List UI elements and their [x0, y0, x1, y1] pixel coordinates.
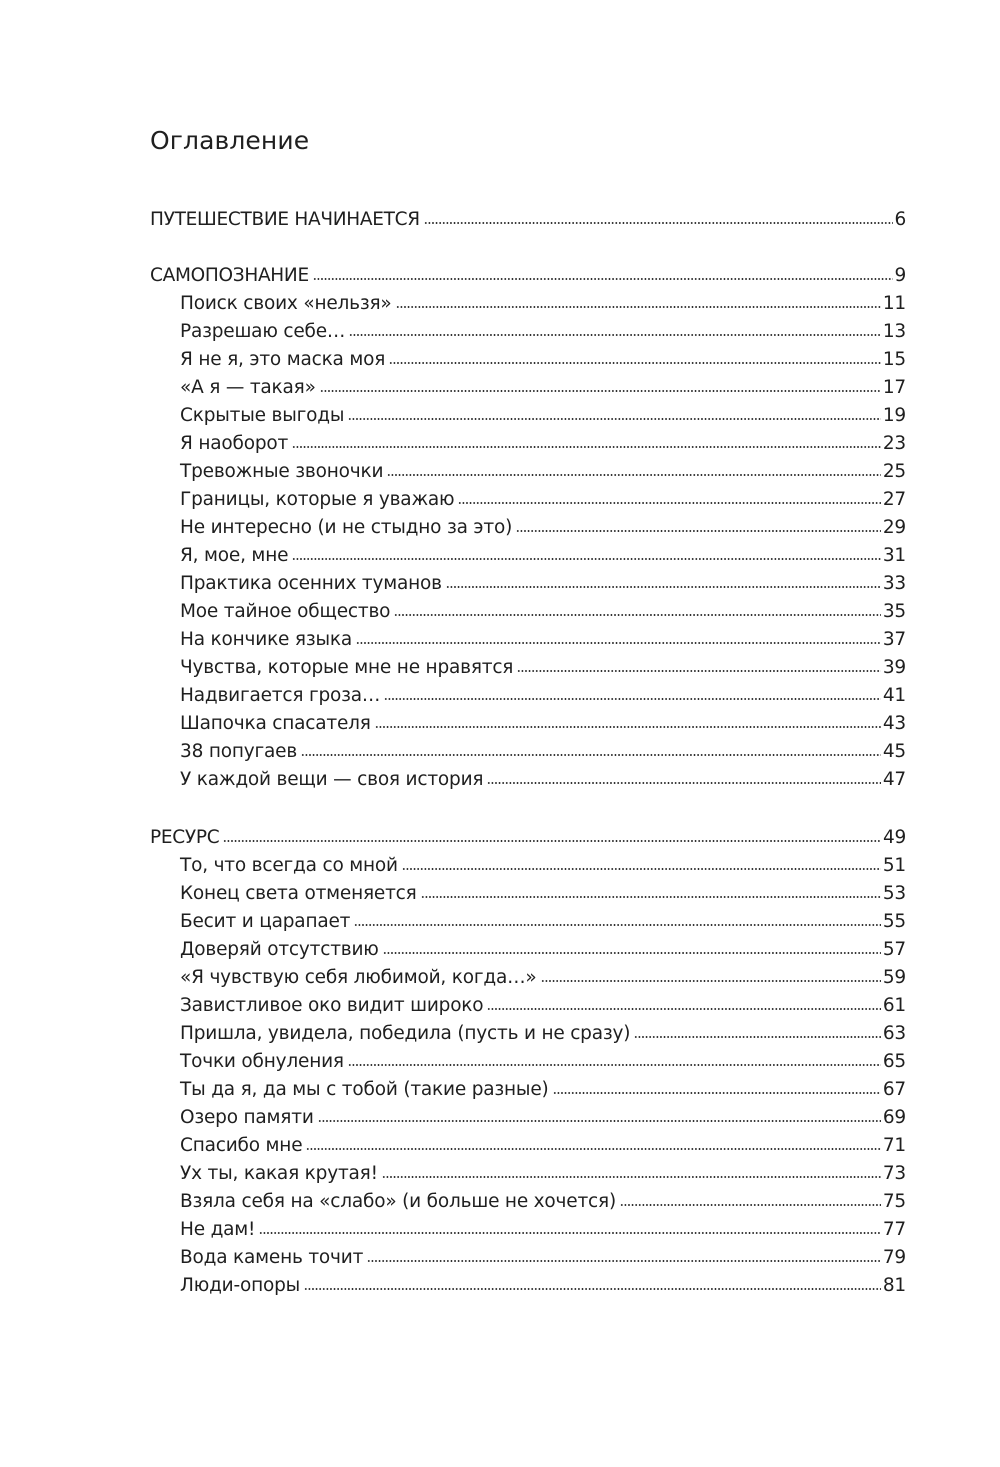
- toc-entry-title: Не дам!: [180, 1219, 256, 1240]
- toc-section[interactable]: [150, 264, 906, 288]
- toc-page-number: 73: [882, 1163, 906, 1184]
- toc-entry-title: Тревожные звоночки: [180, 461, 384, 482]
- dot-leader: [304, 1287, 881, 1291]
- dot-leader: [620, 1203, 881, 1207]
- toc-entry-title: Доверяй отсутствию: [180, 939, 379, 960]
- dot-leader: [402, 867, 881, 871]
- dot-leader: [516, 529, 881, 533]
- dot-leader: [382, 1175, 881, 1179]
- dot-leader: [487, 781, 881, 785]
- dot-leader: [313, 277, 893, 281]
- toc-entry-title: Бесит и царапает: [180, 911, 351, 932]
- dot-leader: [634, 1035, 881, 1039]
- dot-leader: [349, 333, 881, 337]
- toc-page-number: 71: [882, 1135, 906, 1156]
- dot-leader: [446, 585, 881, 589]
- toc-entry-title: Надвигается гроза…: [180, 685, 381, 706]
- dot-leader: [348, 417, 881, 421]
- toc-entry-title: Взяла себя на «слабо» (и больше не хочется): [180, 1191, 616, 1212]
- toc-entry[interactable]: [180, 600, 906, 624]
- toc-entry-title: Пришла, увидела, победила (пусть и не сразу): [180, 1023, 631, 1044]
- toc-entry-title: ПУТЕШЕСТВИЕ НАЧИНАЕТСЯ: [150, 209, 420, 230]
- toc-entry[interactable]: [180, 768, 906, 792]
- toc-entry[interactable]: [180, 1246, 906, 1270]
- dot-leader: [301, 753, 881, 757]
- toc-entry-title: Разрешаю себе…: [180, 321, 346, 342]
- toc-page-number: 33: [882, 573, 906, 594]
- toc-page-number: 61: [882, 995, 906, 1016]
- toc-entry-title: РЕСУРС: [150, 827, 220, 848]
- toc-entry[interactable]: [180, 488, 906, 512]
- toc-entry[interactable]: [180, 994, 906, 1018]
- toc-entry-title: Люди-опоры: [180, 1275, 301, 1296]
- toc-page-number: 41: [882, 685, 906, 706]
- toc-page-number: 23: [882, 433, 906, 454]
- toc-entry-title: Озеро памяти: [180, 1107, 314, 1128]
- toc-page-number: 81: [882, 1275, 906, 1296]
- toc-entry[interactable]: [180, 1190, 906, 1214]
- toc-entry[interactable]: [180, 882, 906, 906]
- dot-leader: [421, 895, 881, 899]
- page-title: Оглавление: [150, 126, 310, 155]
- toc-page-number: 53: [882, 883, 906, 904]
- toc-section[interactable]: [150, 208, 906, 232]
- toc-page-number: 67: [882, 1079, 906, 1100]
- dot-leader: [223, 839, 881, 843]
- dot-leader: [306, 1147, 880, 1151]
- toc-entry-title: «А я — такая»: [180, 377, 316, 398]
- toc-page-number: 57: [882, 939, 906, 960]
- toc-page-number: 77: [882, 1219, 906, 1240]
- dot-leader: [424, 221, 893, 225]
- toc-entry-title: Я не я, это маска моя: [180, 349, 386, 370]
- toc-page-number: 63: [882, 1023, 906, 1044]
- dot-leader: [259, 1231, 881, 1235]
- toc-entry[interactable]: [180, 572, 906, 596]
- dot-leader: [292, 445, 881, 449]
- toc-entry[interactable]: [180, 1050, 906, 1074]
- toc-entry-title: Шапочка спасателя: [180, 713, 371, 734]
- toc-entry[interactable]: [180, 712, 906, 736]
- toc-page-number: 47: [882, 769, 906, 790]
- toc-entry-title: 38 попугаев: [180, 741, 298, 762]
- toc-page-number: 75: [882, 1191, 906, 1212]
- toc-page-number: 13: [882, 321, 906, 342]
- dot-leader: [356, 641, 881, 645]
- toc-entry-title: Скрытые выгоды: [180, 405, 345, 426]
- toc-page-number: 15: [882, 349, 906, 370]
- toc-entry-title: Границы, которые я уважаю: [180, 489, 455, 510]
- toc-entry[interactable]: [180, 1134, 906, 1158]
- dot-leader: [517, 669, 881, 673]
- dot-leader: [383, 951, 881, 955]
- toc-entry-title: Ты да я, да мы с тобой (такие разные): [180, 1079, 549, 1100]
- toc-page-number: 51: [882, 855, 906, 876]
- toc-entry-title: Точки обнуления: [180, 1051, 344, 1072]
- toc-entry-title: Не интересно (и не стыдно за это): [180, 517, 513, 538]
- toc-page-number: 25: [882, 461, 906, 482]
- toc-entry[interactable]: [180, 320, 906, 344]
- toc-entry[interactable]: [180, 1106, 906, 1130]
- dot-leader: [553, 1091, 881, 1095]
- toc-page-number: 27: [882, 489, 906, 510]
- toc-entry[interactable]: [180, 854, 906, 878]
- toc-entry[interactable]: [180, 544, 906, 568]
- toc-entry[interactable]: [180, 966, 906, 990]
- toc-entry-title: На кончике языка: [180, 629, 352, 650]
- dot-leader: [384, 697, 881, 701]
- dot-leader: [394, 613, 881, 617]
- toc-entry[interactable]: [180, 1274, 906, 1298]
- toc-page-number: 43: [882, 713, 906, 734]
- toc-page-number: 39: [882, 657, 906, 678]
- toc-entry[interactable]: [180, 404, 906, 428]
- toc-page-number: 31: [882, 545, 906, 566]
- toc-entry[interactable]: [180, 1078, 906, 1102]
- dot-leader: [389, 361, 881, 365]
- toc-entry[interactable]: [180, 740, 906, 764]
- toc-entry-title: Завистливое око видит широко: [180, 995, 484, 1016]
- toc-page-number: 29: [882, 517, 906, 538]
- toc-entry-title: У каждой вещи — своя история: [180, 769, 484, 790]
- toc-entry[interactable]: [180, 348, 906, 372]
- toc-page-number: 45: [882, 741, 906, 762]
- toc-page-number: 69: [882, 1107, 906, 1128]
- toc-page-number: 35: [882, 601, 906, 622]
- dot-leader: [320, 389, 881, 393]
- toc-page-number: 19: [882, 405, 906, 426]
- toc-entry[interactable]: [180, 1022, 906, 1046]
- toc-entry[interactable]: [180, 684, 906, 708]
- toc-entry[interactable]: [180, 432, 906, 456]
- toc-entry-title: То, что всегда со мной: [180, 855, 398, 876]
- toc-page-number: 11: [882, 293, 906, 314]
- dot-leader: [375, 725, 881, 729]
- toc-page-number: 17: [882, 377, 906, 398]
- toc-entry[interactable]: [180, 910, 906, 934]
- toc-entry-title: Конец света отменяется: [180, 883, 417, 904]
- toc-entry[interactable]: [180, 938, 906, 962]
- toc-entry-title: Вода камень точит: [180, 1247, 364, 1268]
- dot-leader: [396, 305, 881, 309]
- dot-leader: [354, 923, 881, 927]
- dot-leader: [367, 1259, 881, 1263]
- toc-page-number: 55: [882, 911, 906, 932]
- dot-leader: [541, 979, 881, 983]
- toc-entry-title: САМОПОЗНАНИЕ: [150, 265, 309, 286]
- toc-entry[interactable]: [180, 292, 906, 316]
- dot-leader: [318, 1119, 881, 1123]
- dot-leader: [487, 1007, 880, 1011]
- toc-entry-title: Мое тайное общество: [180, 601, 391, 622]
- toc-entry[interactable]: [180, 656, 906, 680]
- toc-entry-title: Спасибо мне: [180, 1135, 303, 1156]
- dot-leader: [348, 1063, 881, 1067]
- toc-page-number: 59: [882, 967, 906, 988]
- toc-page-number: 79: [882, 1247, 906, 1268]
- toc-page-number: 65: [882, 1051, 906, 1072]
- toc-entry-title: «Я чувствую себя любимой, когда…»: [180, 967, 537, 988]
- toc-page-number: 6: [894, 209, 906, 230]
- toc-entry[interactable]: [180, 1162, 906, 1186]
- toc-entry-title: Поиск своих «нельзя»: [180, 293, 392, 314]
- toc-entry-title: Чувства, которые мне не нравятся: [180, 657, 514, 678]
- toc-entry[interactable]: [180, 376, 906, 400]
- dot-leader: [387, 473, 881, 477]
- toc-section[interactable]: [150, 826, 906, 850]
- toc-entry[interactable]: [180, 628, 906, 652]
- toc-entry-title: Практика осенних туманов: [180, 573, 442, 594]
- toc-page-number: 37: [882, 629, 906, 650]
- toc-page-number: 49: [883, 827, 906, 848]
- toc-entry[interactable]: [180, 1218, 906, 1242]
- toc-entry-title: Ух ты, какая крутая!: [180, 1163, 378, 1184]
- toc-entry-title: Я наоборот: [180, 433, 289, 454]
- toc-entry[interactable]: [180, 516, 906, 540]
- toc-entry[interactable]: [180, 460, 906, 484]
- dot-leader: [458, 501, 880, 505]
- dot-leader: [292, 557, 881, 561]
- toc-page-number: 9: [894, 265, 906, 286]
- toc-entry-title: Я, мое, мне: [180, 545, 289, 566]
